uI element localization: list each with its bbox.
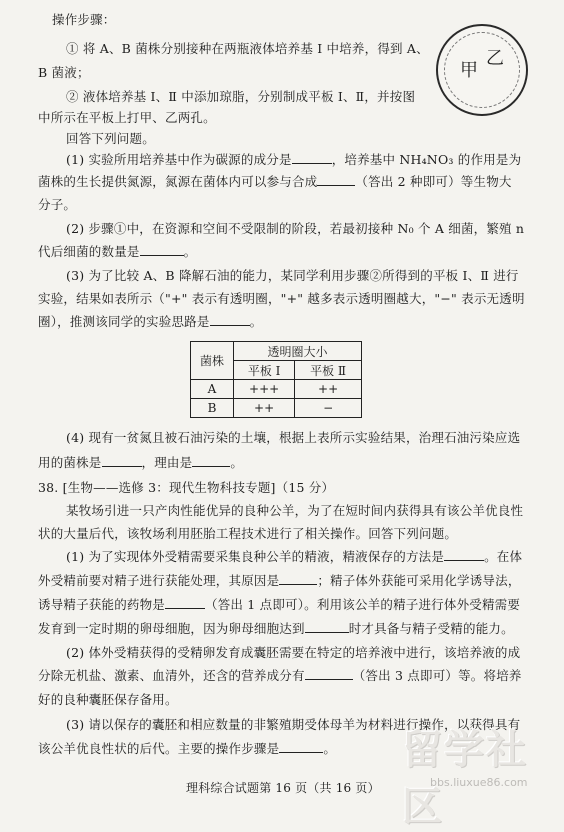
q38-2-line3: 好的良种囊胚保存备用。 [38, 692, 178, 707]
hole-yi-label: 乙 [486, 48, 504, 69]
watermark-brand: 留学社区 [402, 727, 528, 830]
q38-1-text-d: ；精子体外获能可采用化学诱导法， [317, 573, 521, 588]
answer-blank [279, 741, 323, 753]
q38-1-line2 [38, 573, 521, 589]
q3-text-b: 。 [249, 314, 263, 329]
table-row [191, 399, 362, 418]
step2-line1: ② 液体培养基 Ⅰ、Ⅱ 中添加琼脂，分别制成平板 Ⅰ、Ⅱ，并按图 [66, 89, 416, 104]
answer-blank [279, 573, 317, 585]
answer-blank [305, 621, 349, 633]
q38-2-text-b: （答出 3 点即可）等。将培养 [352, 668, 522, 683]
q3-text-a: 圈），推测该同学的实验思路是 [38, 314, 210, 329]
q3-line2: 实验，结果如表所示（"+" 表示有透明圈，"+" 越多表示透明圈越大，"−" 表示无透明 [38, 291, 525, 306]
q38-3-text-b: 。 [323, 741, 337, 756]
q1-line3: 分子。 [38, 197, 77, 212]
step1-line1: ① 将 A、B 菌株分别接种在两瓶液体培养基 Ⅰ 中培养，得到 A、 [66, 41, 429, 56]
q1-line2 [38, 174, 512, 190]
header-plate-1: 平板 Ⅰ [234, 361, 295, 380]
q38-1-line4 [38, 621, 514, 637]
q38-1-text-a: (1) 为了实现体外受精需要采集良种公羊的精液，精液保存的方法是 [66, 549, 445, 564]
q38-2-text-a: 分除无机盐、激素、血清外，还含的营养成分有 [38, 668, 305, 683]
q1-text-b: ，培养基中 NH₄NO₃ 的作用是为 [331, 152, 522, 167]
table-row [191, 380, 362, 399]
cell-strain: B [191, 399, 234, 418]
dish-inner-ring [444, 32, 520, 108]
q38-1-text-b: 。在体 [484, 549, 523, 564]
q38-3-text-a: 该公羊优良性状的后代。主要的操作步骤是 [38, 741, 280, 756]
cell-plate-1: ++ [234, 399, 295, 418]
site-watermark [396, 718, 556, 830]
q1-text-a: (1) 实验所用培养基中作为碳源的成分是 [66, 152, 292, 167]
cell-strain: A [191, 380, 234, 399]
header-strain: 菌株 [191, 342, 234, 380]
q38-2-line1: (2) 体外受精获得的受精卵发育成囊胚需要在特定的培养液中进行，该培养液的成 [66, 645, 521, 660]
q4-text-c: 。 [230, 455, 244, 470]
step2-line2: 中所示在平板上打甲、乙两孔。 [38, 110, 216, 125]
q4-text-b: ，理由是 [141, 455, 193, 470]
q2-text-b: 。 [183, 244, 197, 259]
cell-plate-2: − [295, 399, 362, 418]
q38-intro-line1: 某牧场引进一只产肉性能优异的良种公羊，为了在短时间内获得具有该公羊优良性 [66, 503, 524, 518]
q38-1-text-f: （答出 1 点即可）。利用该公羊的精子进行体外受精需要 [205, 597, 521, 612]
answer-blank [317, 174, 355, 186]
answer-blank [192, 455, 230, 467]
answer-blank [305, 668, 353, 680]
answer-blank [140, 244, 184, 256]
q4-line2 [38, 455, 243, 471]
q2-line1: (2) 步骤①中，在资源和空间不受限制的阶段，若最初接种 N₀ 个 A 细菌，繁殖 n [66, 221, 525, 236]
page-footer: 理科综合试题第 16 页（共 16 页） [186, 781, 380, 795]
cell-plate-1: +++ [234, 380, 295, 399]
q2-line2 [38, 244, 196, 260]
hole-jia-label: 甲 [460, 60, 478, 81]
q38-1-line1 [66, 549, 522, 565]
q1-text-c: 菌株的生长提供氮源，氮源在菌体内可以参与合成 [38, 174, 318, 189]
q3-line3 [38, 314, 262, 330]
q38-1-text-g: 发育到一定时期的卵母细胞，因为卵母细胞达到 [38, 621, 305, 636]
cell-plate-2: ++ [295, 380, 362, 399]
q3-line1: (3) 为了比较 A、B 降解石油的能力，某同学利用步骤②所得到的平板 Ⅰ、Ⅱ 进行 [66, 268, 519, 283]
q38-3-line2 [38, 741, 336, 757]
answer-intro: 回答下列问题。 [66, 131, 155, 146]
q38-1-line3 [38, 597, 520, 613]
answer-blank [292, 152, 332, 164]
table-header-row [191, 342, 362, 361]
watermark-url: bbs.liuxue86.com [430, 776, 528, 789]
answer-blank [102, 455, 142, 467]
q4-text-a: 用的菌株是 [38, 455, 102, 470]
q38-title: 38. [生物——选修 3：现代生物科技专题]（15 分） [38, 480, 335, 495]
q1-line1 [66, 152, 521, 168]
q38-1-text-c: 外受精前要对精子进行获能处理，其原因是 [38, 573, 280, 588]
petri-dish-figure [436, 24, 528, 116]
q38-1-text-h: 时才具备与精子受精的能力。 [348, 621, 514, 636]
q38-2-line2 [38, 668, 522, 684]
q38-intro-line2: 状的大量后代，该牧场利用胚胎工程技术进行了相关操作。回答下列问题。 [38, 526, 458, 541]
steps-heading: 操作步骤： [52, 12, 116, 27]
q1-text-d: （答出 2 种即可）等生物大 [355, 174, 512, 189]
answer-blank [444, 549, 484, 561]
header-plate-2: 平板 Ⅱ [295, 361, 362, 380]
header-halo-size: 透明圈大小 [234, 342, 362, 361]
answer-blank [165, 597, 205, 609]
q2-text-a: 代后细菌的数量是 [38, 244, 140, 259]
answer-blank [210, 314, 250, 326]
q4-line1: (4) 现有一贫氮且被石油污染的土壤，根据上表所示实验结果，治理石油污染应选 [66, 430, 521, 445]
step1-line2: B 菌液； [38, 65, 90, 80]
q38-3-line1: (3) 请以保存的囊胚和相应数量的非繁殖期受体母羊为材料进行操作，以获得具有 [66, 717, 521, 732]
results-table [190, 341, 362, 418]
q38-1-text-e: 诱导精子获能的药物是 [38, 597, 166, 612]
